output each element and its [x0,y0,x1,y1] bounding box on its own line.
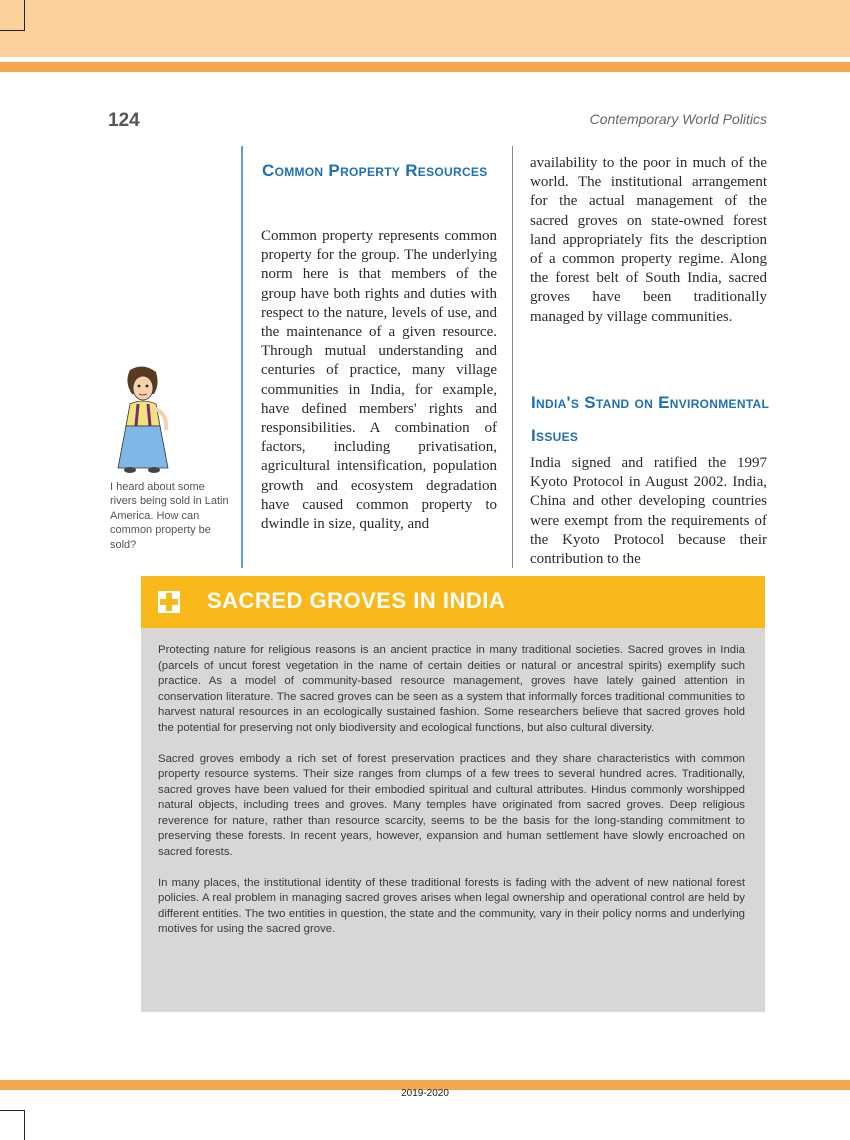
section-heading-common-property: Common Property Resources [262,161,488,180]
running-head: Contemporary World Politics [589,111,767,127]
column-rule-blue [241,146,243,568]
box-title: SACRED GROVES IN INDIA [207,588,506,613]
sacred-groves-box [141,576,765,1012]
crop-mark-bottom [0,1110,25,1140]
india-stand-paragraph: India signed and ratified the 1997 Kyoto Protocol in August 2002. India, China and other developing countries were exempt from the requirements of the Kyoto Protocol because their contribution to the [530,455,767,567]
header-rule [0,62,850,72]
header-band [0,0,850,57]
cartoon-woman-illustration [108,364,178,474]
crop-mark-top [0,0,25,31]
column-divider [512,146,513,568]
plus-icon [158,591,180,613]
common-property-paragraph: Common property represents common property for the group. The underlying norm here is that members of the group have both rights and duties with respect to the nature, levels of use, and the maintenance of a given resource. Through mutual understanding and centuries of practice, many village communities in India, for example, have defined members' rights and responsibilities. A combination of factors, including privatisation, agricultural intensification, population growth and ecosystem degradation have caused common property to dwindle in size, quality, and [261,228,497,533]
box-paragraph: In many places, the institutional identity of these traditional forests is fading with the advent of new national forest policies. A real problem in managing sacred groves arises when legal ownership and operational control are held by different entities. The two entities in question, the state and the community, vary in their policy norms and underlying motives for using the sacred grove. [158,876,745,935]
sacred-groves-continued-paragraph: availability to the poor in much of the world. The institutional arrangement for the actual management of the sacred groves on state-owned forest land appropriately fits the description of a common property regime. Along the forest belt of South India, sacred groves have been traditionally managed by village communities. [530,155,767,325]
box-header [141,576,765,628]
box-paragraph: Sacred groves embody a rich set of forest preservation practices and they share characteristics with common property resource systems. Their size ranges from clumps of a few trees to several hundred acres. Traditionally, sacred groves have been valued for their embodied spiritual and cultural attributes. Hindus commonly worshipped natural objects, including trees and groves. Many temples have originated from sacred groves. Deep religious reverence for nature, rather than resource scarcity, seems to be the basis for the long-standing commitment to preserving these forests. In recent years, however, expansion and human settlement have slowly encroached on sacred forests. [158,752,745,858]
box-body [158,643,745,953]
box-paragraph: Protecting nature for religious reasons is an ancient practice in many traditional societies. Sacred groves in India (parcels of uncut forest vegetation in the name of certain deities or natural or ancestral spirits) exemplify such practice. As a model of community-based resource management, groves have lately gained attention in conservation literature. The sacred groves can be seen as a system that informally forces traditional communities to harvest natural resources in an ecologically sustained fashion. Some researchers believe that sacred groves hold the potential for preserving not only biodiversity and ecological functions, but also cultural diversity. [158,644,745,734]
section-heading-india-stand: India's Stand on Environmental Issues [531,393,770,445]
page-number: 124 [108,110,140,131]
sidebar-caption: I heard about some rivers being sold in Latin America. How can common property be sold? [110,481,229,551]
footer-year: 2019-2020 [401,1088,449,1099]
